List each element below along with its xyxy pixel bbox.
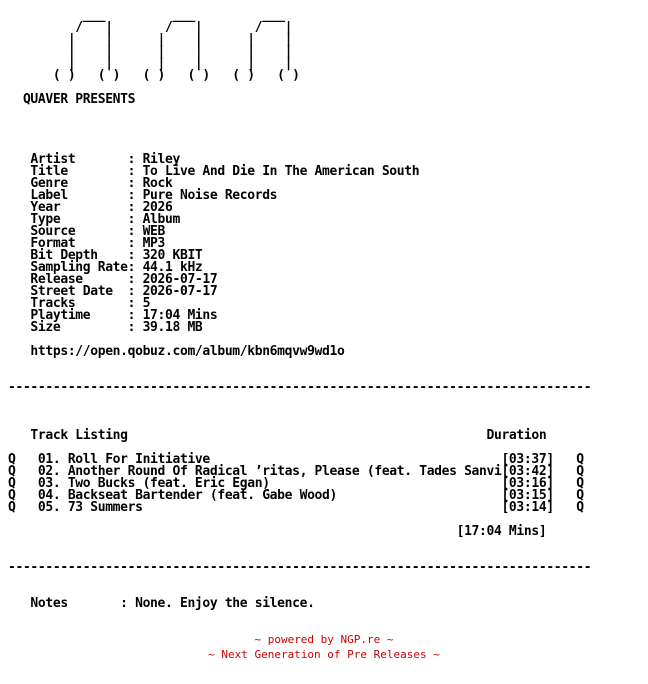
info-row: Street Date : 2026-07-17	[8, 284, 218, 299]
logo-line: ___ ___ ___	[8, 8, 285, 23]
nfo-text	[8, 10, 591, 610]
info-block	[8, 154, 591, 334]
track-row: Q 01. Roll For Initiative [03:37] Q	[8, 452, 584, 467]
logo-line: | | | | | |	[8, 32, 293, 47]
separator-line: ------------------------------------------------------------------------------	[8, 380, 592, 395]
logo-line: | | | | | |	[8, 44, 293, 59]
info-row: Sampling Rate: 44.1 kHz	[8, 260, 203, 275]
total-duration: [17:04 Mins]	[8, 524, 547, 539]
logo-line: / | / | / |	[8, 20, 293, 35]
track-list	[8, 454, 591, 514]
info-row: Title : To Live And Die In The American South	[8, 164, 420, 179]
separator-line: ------------------------------------------------------------------------------	[8, 560, 592, 575]
info-row: Size : 39.18 MB	[8, 320, 203, 335]
info-row: Playtime : 17:04 Mins	[8, 308, 218, 323]
notes-line: Notes : None. Enjoy the silence.	[8, 596, 315, 611]
track-row: Q 05. 73 Summers [03:14] Q	[8, 500, 584, 515]
info-row: Artist : Riley	[8, 152, 180, 167]
presents-line: QUAVER PRESENTS	[8, 92, 136, 107]
info-row: Source : WEB	[8, 224, 166, 239]
info-row: Label : Pure Noise Records	[8, 188, 278, 203]
track-row: Q 04. Backseat Bartender (feat. Gabe Wood) [03:15] Q	[8, 488, 584, 503]
footer-powered-by: ~ powered by NGP.re ~	[254, 633, 394, 646]
info-row: Year : 2026	[8, 200, 173, 215]
info-row: Type : Album	[8, 212, 180, 227]
track-row: Q 03. Two Bucks (feat. Eric Egan) [03:16] Q	[8, 476, 584, 491]
info-row: Tracks : 5	[8, 296, 151, 311]
logo-line: | | | | | |	[8, 56, 293, 71]
info-row: Genre : Rock	[8, 176, 173, 191]
info-row: Release : 2026-07-17	[8, 272, 218, 287]
footer-tagline: ~ Next Generation of Pre Releases ~	[208, 648, 440, 661]
track-row: Q 02. Another Round Of Radical ’ritas, Please (feat. Tades Sanvi[03:42] Q	[8, 464, 584, 479]
info-row: Bit Depth : 320 KBIT	[8, 248, 203, 263]
url-line[interactable]: https://open.qobuz.com/album/kbn6mqvw9wd1o	[8, 344, 345, 359]
logo-line: ( ) ( ) ( ) ( ) ( ) ( )	[8, 68, 300, 83]
tracklist-header: Track Listing Duration	[8, 428, 547, 443]
info-row: Format : MP3	[8, 236, 166, 251]
